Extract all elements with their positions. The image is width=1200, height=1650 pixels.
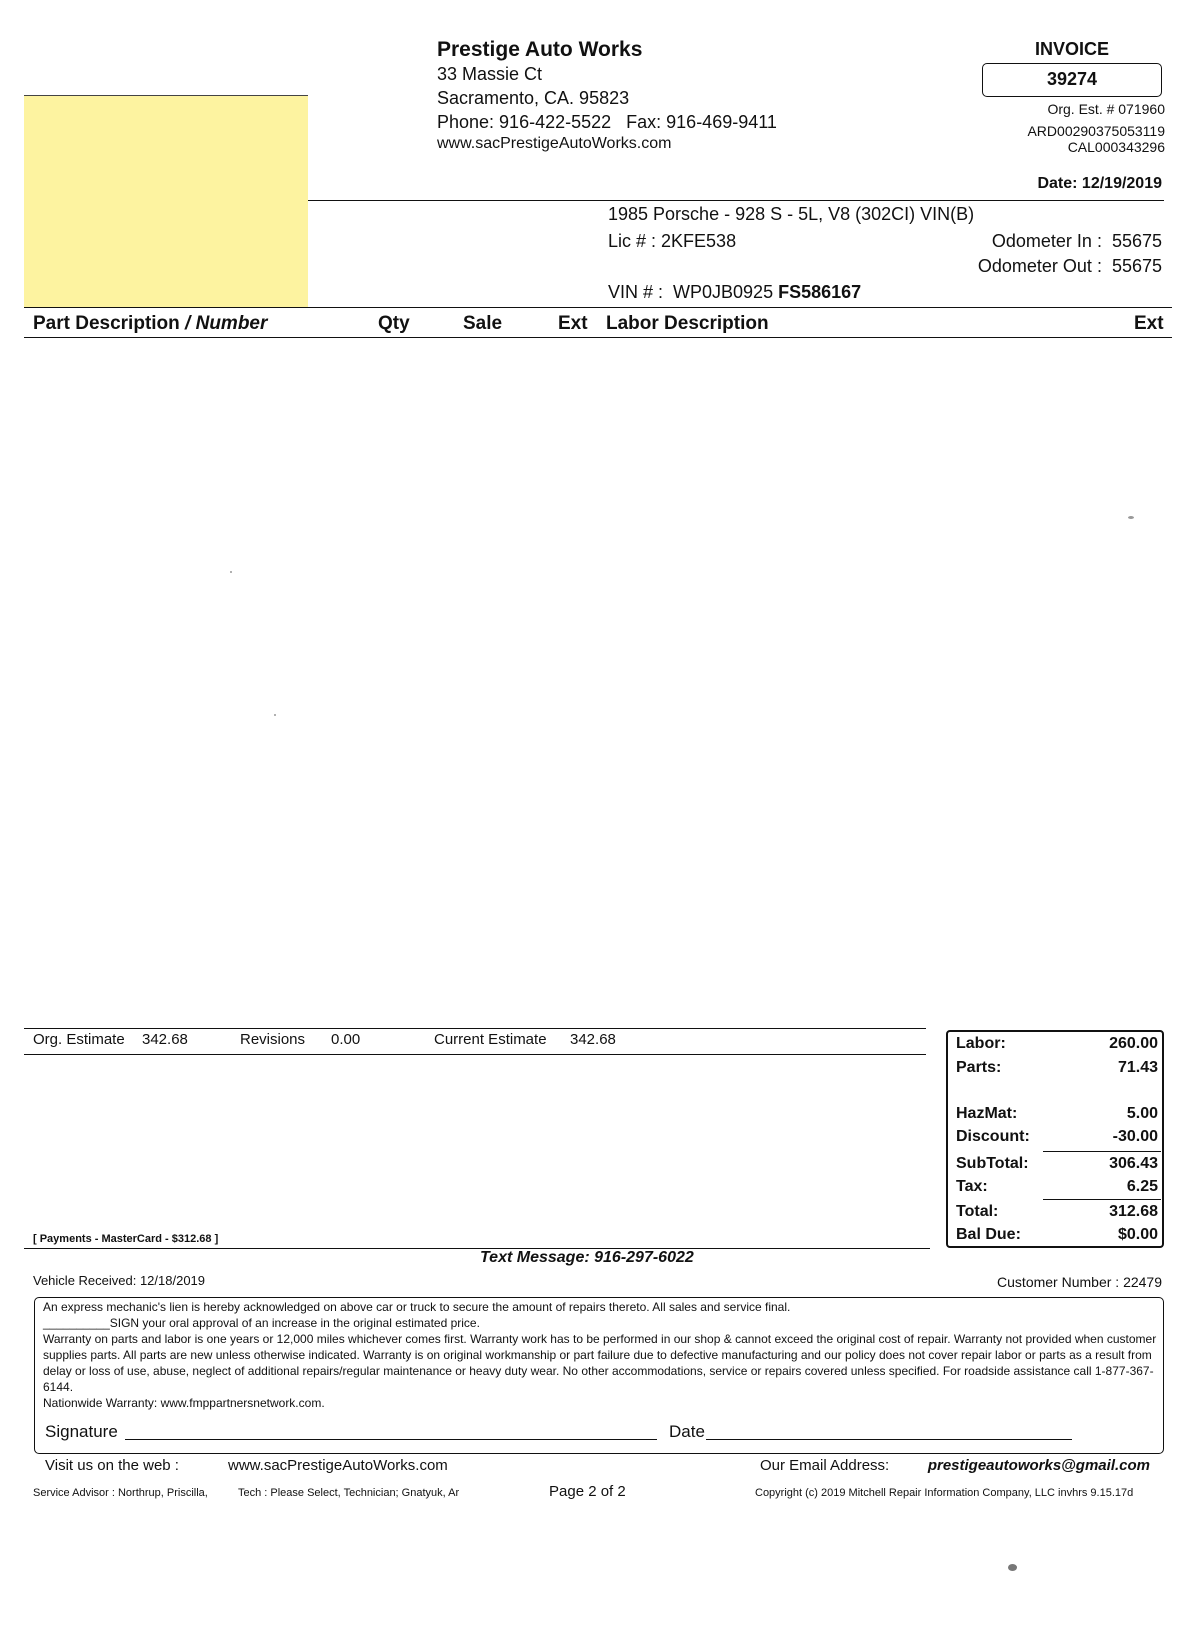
tax-label: Tax:	[956, 1178, 988, 1195]
vehicle-received-date: Vehicle Received: 12/18/2019	[33, 1273, 206, 1288]
signature-line	[125, 1439, 657, 1440]
scan-speck	[274, 714, 276, 716]
col-ext: Ext	[558, 313, 588, 334]
scan-speck	[1128, 516, 1134, 519]
header-divider	[308, 200, 1164, 201]
org-estimate-label: Org. Estimate	[33, 1031, 125, 1048]
redaction-sticky-note	[24, 95, 308, 307]
bal-due-value: $0.00	[1117, 1226, 1158, 1243]
license-number: Lic # : 2KFE538	[608, 231, 737, 251]
scan-speck	[1008, 1564, 1017, 1571]
hazmat-label: HazMat:	[956, 1105, 1018, 1122]
columns-bottom-rule	[24, 337, 1172, 338]
col-labor-ext: Ext	[1134, 313, 1164, 334]
page-number: Page 2 of 2	[549, 1483, 626, 1500]
visit-web-url: www.sacPrestigeAutoWorks.com	[228, 1457, 448, 1474]
company-phone-fax: Phone: 916-422-5522 Fax: 916-469-9411	[437, 112, 777, 132]
vin-prefix: VIN # : WP0JB0925	[608, 282, 779, 302]
invoice-label: INVOICE	[1034, 39, 1109, 59]
col-part-description	[33, 313, 267, 335]
labor-total-value: 260.00	[1109, 1035, 1158, 1052]
signature-label: Signature	[45, 1422, 118, 1441]
service-advisor: Service Advisor : Northrup, Priscilla,	[33, 1487, 208, 1499]
visit-web-label: Visit us on the web :	[45, 1457, 179, 1474]
company-website: www.sacPrestigeAutoWorks.com	[437, 135, 672, 152]
revisions-value: 0.00	[331, 1031, 361, 1048]
org-est-number: Org. Est. # 071960	[1047, 101, 1165, 117]
email-label: Our Email Address:	[760, 1457, 890, 1474]
col-part-description-label: Part Description	[33, 313, 180, 334]
labor-total-label: Labor:	[956, 1035, 1006, 1052]
vehicle-description: 1985 Porsche - 928 S - 5L, V8 (302CI) VIN(B)	[608, 204, 975, 224]
current-estimate-value: 342.68	[570, 1031, 616, 1048]
oral-approval-statement: __________SIGN your oral approval of an increase in the original estimated price.	[43, 1316, 480, 1330]
discount-label: Discount:	[956, 1128, 1030, 1145]
col-sale: Sale	[463, 313, 503, 334]
warranty-text	[43, 1299, 1158, 1411]
invoice-date: Date: 12/19/2019	[1037, 175, 1162, 192]
subtotal-rule	[1043, 1151, 1161, 1152]
subtotal-value: 306.43	[1109, 1155, 1158, 1172]
vin-suffix: FS586167	[778, 282, 862, 302]
company-name: Prestige Auto Works	[437, 38, 643, 61]
parts-total-label: Parts:	[956, 1059, 1002, 1076]
total-value: 312.68	[1109, 1203, 1158, 1220]
parts-total-value: 71.43	[1117, 1059, 1158, 1076]
odometer-in: Odometer In : 55675	[991, 231, 1162, 251]
total-rule	[1043, 1199, 1161, 1200]
bal-due-label: Bal Due:	[956, 1226, 1021, 1243]
hazmat-value: 5.00	[1126, 1105, 1158, 1122]
invoice-number: 39274	[982, 63, 1162, 97]
company-address-line2: Sacramento, CA. 95823	[437, 88, 630, 108]
col-number-label: / Number	[185, 313, 268, 334]
columns-top-rule	[24, 307, 1172, 308]
nationwide-warranty: Nationwide Warranty: www.fmppartnersnetwork.com.	[43, 1396, 325, 1410]
discount-value: -30.00	[1112, 1128, 1158, 1145]
payments-rule	[24, 1248, 930, 1249]
odometer-out: Odometer Out : 55675	[977, 256, 1162, 276]
current-estimate-label: Current Estimate	[434, 1031, 547, 1048]
scan-speck	[230, 571, 232, 573]
lien-statement: An express mechanic's lien is hereby acknowledged on above car or truck to secure the amount of repairs thereto. All sales and service final.	[43, 1300, 791, 1314]
technician: Tech : Please Select, Technician; Gnatyuk, Ar	[238, 1487, 460, 1499]
signature-date-line	[706, 1439, 1072, 1440]
revisions-label: Revisions	[240, 1031, 306, 1048]
vin-line	[608, 282, 861, 303]
estimate-bottom-rule	[24, 1054, 926, 1055]
col-labor-description: Labor Description	[606, 313, 769, 334]
total-label: Total:	[956, 1203, 999, 1220]
copyright: Copyright (c) 2019 Mitchell Repair Information Company, LLC invhrs 9.15.17d	[755, 1487, 1134, 1499]
email-address: prestigeautoworks@gmail.com	[927, 1457, 1150, 1474]
warranty-terms: Warranty on parts and labor is one years or 12,000 miles whichever comes first. Warranty work has to be performed in our shop & cannot exceed the original cost of repair. Warranty not provided when customer supplies parts. All parts are new unless otherwise indicated. Warranty is on original workmanship or part failure due to defective manufacturing and our policy does not cover repair labor or parts as a result from delay or loss of use, abuse, neglect of additional repairs/regular maintenance or heavy duty wear. No other accommodations, service or repairs covered unless specified. For roadside assistance call 1-877-367-6144.	[43, 1332, 1157, 1394]
estimate-top-rule	[24, 1028, 926, 1029]
payments-note: [ Payments - MasterCard - $312.68 ]	[33, 1233, 219, 1245]
subtotal-label: SubTotal:	[956, 1155, 1029, 1172]
cal-number: CAL000343296	[1067, 139, 1165, 155]
org-estimate-value: 342.68	[142, 1031, 188, 1048]
customer-number: Customer Number : 22479	[997, 1274, 1162, 1290]
text-message-number: Text Message: 916-297-6022	[480, 1249, 694, 1266]
company-address-line1: 33 Massie Ct	[437, 64, 543, 84]
signature-date-label: Date	[669, 1422, 705, 1441]
ard-number: ARD00290375053119	[1027, 123, 1165, 139]
col-qty: Qty	[378, 313, 410, 334]
tax-value: 6.25	[1126, 1178, 1158, 1195]
